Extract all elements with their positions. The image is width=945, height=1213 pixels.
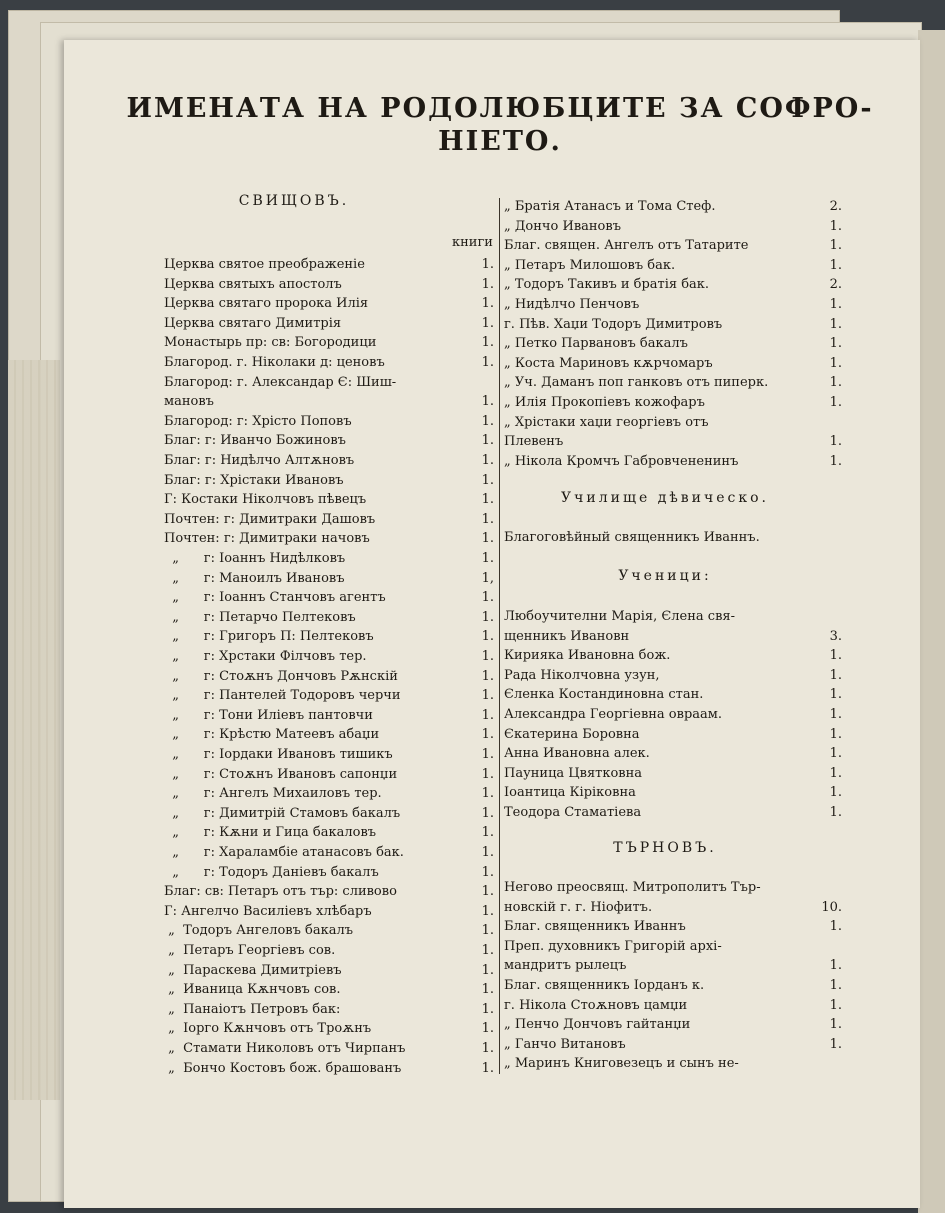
donor-name: Благ. священ. Ангелъ отъ Татарите bbox=[504, 238, 749, 254]
list-item bbox=[164, 882, 498, 901]
list-item bbox=[504, 1015, 842, 1034]
list-item bbox=[504, 917, 842, 936]
book-count: 1. bbox=[829, 978, 842, 993]
list-item bbox=[164, 647, 498, 666]
list-item bbox=[504, 236, 842, 255]
list-item bbox=[164, 255, 498, 274]
book-count: 1. bbox=[829, 395, 842, 410]
donor-name: Єленка Костандиновна стан. bbox=[504, 687, 704, 703]
donor-name: мановъ bbox=[164, 394, 214, 410]
book-count: 1. bbox=[829, 257, 842, 273]
donor-name: Почтен: г: Димитраки Дашовъ bbox=[164, 511, 376, 527]
list-item bbox=[164, 686, 498, 705]
list-item bbox=[504, 528, 842, 547]
book-count: 1. bbox=[481, 727, 494, 743]
list-item bbox=[164, 745, 498, 764]
donor-name: „ Іорго Кѫнчовъ отъ Троѫнъ bbox=[164, 1021, 372, 1037]
book-count: 1. bbox=[481, 884, 494, 900]
book-count: 1. bbox=[481, 845, 494, 860]
list-item bbox=[504, 646, 842, 665]
book-count: 1. bbox=[481, 511, 494, 527]
list-item bbox=[164, 1019, 498, 1038]
book-count: 2. bbox=[829, 277, 842, 293]
book-count: 1, bbox=[481, 570, 494, 586]
donor-name: „ г: Хараламбіе атанасовъ бак. bbox=[164, 845, 404, 860]
list-item bbox=[164, 843, 498, 862]
list-item bbox=[164, 294, 498, 313]
list-item bbox=[504, 764, 842, 783]
donor-name: Благород: г. Александар Є: Шиш- bbox=[164, 374, 397, 390]
book-count: 1. bbox=[481, 355, 494, 370]
donor-name: „ Ганчо Витановъ bbox=[504, 1036, 626, 1052]
donor-name: мандритъ рылецъ bbox=[504, 958, 627, 974]
list-item bbox=[164, 627, 498, 646]
donor-name: „ г: Крѣстю Матеевъ абаџи bbox=[164, 727, 380, 743]
donor-name: „ Петко Парвановъ бакалъ bbox=[504, 336, 688, 352]
donor-name: „ г: Кѫни и Гица бакаловъ bbox=[164, 825, 377, 841]
book-count: 1. bbox=[829, 687, 842, 703]
book-count: 3. bbox=[829, 628, 842, 644]
list-item bbox=[164, 1000, 498, 1019]
donor-name: Рада Ніколчовна узун, bbox=[504, 667, 660, 683]
donor-name: „ г: Димитрій Стамовъ бакалъ bbox=[164, 805, 401, 821]
list-item bbox=[504, 217, 842, 236]
list-item bbox=[504, 898, 842, 917]
column-divider bbox=[499, 198, 500, 1074]
book-count: 1. bbox=[481, 590, 494, 606]
donor-name: „ Тодоръ Такивъ и братія бак. bbox=[504, 277, 710, 293]
list-item bbox=[164, 667, 498, 686]
donor-name: Почтен: г: Димитраки начовъ bbox=[164, 531, 370, 547]
book-count: 2. bbox=[829, 199, 842, 214]
book-count: 1. bbox=[481, 923, 494, 939]
donor-name: Благ. священникъ Иваннъ bbox=[504, 919, 686, 935]
donor-name: Г: Костаки Ніколчовъ пѣвецъ bbox=[164, 492, 367, 508]
right-page-edge bbox=[918, 30, 945, 1213]
book-count: 1. bbox=[829, 746, 842, 762]
donor-name: Благ: г: Нидѣлчо Алтѫновъ bbox=[164, 453, 355, 468]
list-item bbox=[164, 1059, 498, 1078]
donor-name: „ г: Петарчо Пелтековъ bbox=[164, 609, 356, 625]
donor-name: Александра Георгіевна овраам. bbox=[504, 707, 723, 722]
list-item bbox=[504, 976, 842, 995]
page-title bbox=[110, 92, 890, 158]
book-count: 1. bbox=[481, 296, 494, 312]
book-count: 1. bbox=[829, 707, 842, 722]
list-item bbox=[164, 706, 498, 725]
book-count: 1. bbox=[481, 531, 494, 547]
book-count: 1. bbox=[481, 315, 494, 331]
list-item bbox=[504, 452, 842, 471]
donor-name: „ г: Іоаннъ Станчовъ агентъ bbox=[164, 590, 386, 606]
list-item bbox=[504, 725, 842, 744]
list-item bbox=[504, 744, 842, 763]
donor-name: „ г: Хрстаки Філчовъ тер. bbox=[164, 649, 367, 664]
list-item bbox=[504, 315, 842, 334]
donor-name: „ Бончо Костовъ бож. брашованъ bbox=[164, 1060, 402, 1076]
book-count: 1. bbox=[481, 668, 494, 684]
list-item bbox=[504, 878, 842, 897]
list-item bbox=[504, 803, 842, 822]
book-count: 1. bbox=[829, 1036, 842, 1052]
donor-name: г. Нікола Стоѫновъ цамџи bbox=[504, 997, 688, 1013]
book-count: 1. bbox=[829, 336, 842, 352]
donor-name: „ Тодоръ Ангеловъ бакалъ bbox=[164, 923, 353, 939]
list-item bbox=[504, 937, 842, 956]
donor-name: Монастырь пр: св: Богородици bbox=[164, 335, 377, 351]
list-item bbox=[164, 549, 498, 568]
list-item bbox=[164, 353, 498, 372]
section-heading-girls-school: Училище дѣвическо. bbox=[561, 490, 769, 506]
list-item bbox=[504, 256, 842, 275]
book-count: 1. bbox=[829, 805, 842, 820]
title-line-2: НІЕТО. bbox=[438, 126, 562, 157]
donor-name: Церква святыхъ апостолъ bbox=[164, 276, 342, 292]
section-heading-svishtov: СВИЩОВЪ. bbox=[238, 193, 350, 209]
donor-name: Благ: г: Иванчо Божиновъ bbox=[164, 433, 346, 449]
book-count: 1. bbox=[481, 453, 494, 468]
donor-name: „ Нидѣлчо Пенчовъ bbox=[504, 297, 640, 312]
book-count: 1. bbox=[481, 413, 494, 429]
donor-name: Благород: г: Хрісто Поповъ bbox=[164, 413, 352, 429]
book-count: 1. bbox=[829, 375, 842, 391]
book-count: 1. bbox=[829, 765, 842, 781]
book-count: 1. bbox=[481, 688, 494, 704]
donor-name: „ г: Іордаки Ивановъ тишикъ bbox=[164, 747, 393, 762]
donor-name: „ Хрістаки хаџи георгіевъ отъ bbox=[504, 414, 709, 430]
book-count: 1. bbox=[481, 903, 494, 919]
donor-name: Плевенъ bbox=[504, 434, 564, 450]
list-item bbox=[164, 529, 498, 548]
donor-name: „ г: Іоаннъ Нидѣлковъ bbox=[164, 551, 346, 566]
list-item bbox=[504, 783, 842, 802]
book-count: 1. bbox=[829, 997, 842, 1013]
donor-name: „ г: Пантелей Тодоровъ черчи bbox=[164, 688, 401, 704]
book-count: 1. bbox=[481, 1001, 494, 1017]
donor-name: Єкатерина Боровна bbox=[504, 726, 640, 742]
list-item bbox=[164, 412, 498, 431]
list-item bbox=[504, 685, 842, 704]
list-item bbox=[164, 804, 498, 823]
donor-name: „ г: Ангелъ Михаиловъ тер. bbox=[164, 786, 382, 802]
list-item bbox=[164, 471, 498, 490]
list-item bbox=[164, 863, 498, 882]
list-item bbox=[504, 373, 842, 392]
book-count: 1. bbox=[829, 648, 842, 664]
book-count: 1. bbox=[481, 747, 494, 762]
donor-name: „ Иваница Кѫнчовъ сов. bbox=[164, 982, 341, 998]
book-count: 1. bbox=[481, 551, 494, 566]
list-item bbox=[504, 607, 842, 626]
book-count: 1. bbox=[829, 726, 842, 742]
list-item bbox=[164, 725, 498, 744]
book-count: 1. bbox=[481, 864, 494, 880]
donor-name: „ г: Стоѫнъ Ивановъ сапонџи bbox=[164, 766, 398, 782]
book-count: 1. bbox=[829, 218, 842, 234]
list-item bbox=[504, 334, 842, 353]
list-item bbox=[164, 902, 498, 921]
section-heading-tarnovo: ТЪРНОВЪ. bbox=[613, 840, 717, 856]
donor-name: „ Стамати Николовъ отъ Чирпанъ bbox=[164, 1041, 406, 1056]
book-count: 1. bbox=[481, 825, 494, 841]
donor-name: Церква святаго пророка Илія bbox=[164, 296, 369, 312]
donor-name: „ Уч. Даманъ поп ганковъ отъ пиперк. bbox=[504, 375, 769, 391]
donor-name: Г: Ангелчо Василіевъ хлѣбаръ bbox=[164, 903, 372, 919]
list-item bbox=[164, 784, 498, 803]
book-count: 1. bbox=[481, 335, 494, 351]
donor-name: „ Параскева Димитріевъ bbox=[164, 962, 342, 978]
donor-name: Церква святаго Димитрія bbox=[164, 315, 342, 331]
book-count: 1. bbox=[481, 276, 494, 292]
list-item bbox=[164, 431, 498, 450]
list-item bbox=[504, 956, 842, 975]
book-count: 1. bbox=[481, 609, 494, 625]
donor-name: „ г: Стоѫнъ Дончовъ Рѫнскій bbox=[164, 668, 398, 684]
book-count: 1. bbox=[829, 667, 842, 683]
book-count: 1. bbox=[481, 1041, 494, 1056]
list-item bbox=[164, 314, 498, 333]
list-item bbox=[164, 333, 498, 352]
book-count: 10. bbox=[821, 899, 842, 915]
list-item bbox=[164, 569, 498, 588]
list-item bbox=[504, 1035, 842, 1054]
section-heading-pupils: Ученици: bbox=[618, 568, 712, 584]
donor-name: Любоучителни Марія, Єлена свя- bbox=[504, 609, 735, 624]
list-item bbox=[164, 941, 498, 960]
book-count: 1. bbox=[829, 785, 842, 801]
list-item bbox=[504, 275, 842, 294]
book-count: 1. bbox=[481, 962, 494, 978]
list-item bbox=[164, 275, 498, 294]
donor-name: Негово преосвящ. Митрополитъ Тър- bbox=[504, 880, 761, 895]
book-count: 1. bbox=[829, 453, 842, 469]
book-count: 1. bbox=[481, 1021, 494, 1037]
donor-name: „ Панаіотъ Петровъ бак: bbox=[164, 1001, 341, 1017]
book-count: 1. bbox=[481, 649, 494, 664]
donor-name: Благоговѣйный священникъ Иваннъ. bbox=[504, 530, 760, 545]
list-item bbox=[504, 295, 842, 314]
book-count: 1. bbox=[481, 982, 494, 998]
book-count: 1. bbox=[481, 394, 494, 410]
list-item bbox=[504, 705, 842, 724]
donor-name: Пауница Цвятковна bbox=[504, 765, 643, 781]
column-header-books: книги bbox=[452, 235, 493, 250]
donor-name: „ Коста Мариновъ кѫрчомаръ bbox=[504, 355, 713, 371]
donor-name: „ Илія Прокопіевъ кожофаръ bbox=[504, 395, 705, 410]
donor-name: Благ. священникъ Іорданъ к. bbox=[504, 978, 705, 993]
book-count: 1. bbox=[829, 297, 842, 312]
donor-name: Благ: г: Хрістаки Ивановъ bbox=[164, 472, 344, 488]
donor-name: Кирияка Ивановна бож. bbox=[504, 648, 671, 664]
list-item bbox=[164, 823, 498, 842]
book-count: 1. bbox=[481, 433, 494, 449]
donor-name: Преп. духовникъ Григорій архі- bbox=[504, 938, 722, 954]
book-count: 1. bbox=[481, 766, 494, 782]
list-item bbox=[504, 354, 842, 373]
donor-name: „ Пенчо Дончовъ гайтанџи bbox=[504, 1017, 691, 1033]
donor-name: „ г: Григоръ П: Пелтековъ bbox=[164, 629, 374, 645]
donor-name: „ г: Манoилъ Ивановъ bbox=[164, 570, 345, 586]
list-item bbox=[164, 451, 498, 470]
list-item bbox=[164, 392, 498, 411]
book-count: 1. bbox=[829, 958, 842, 974]
torn-page-edges bbox=[8, 360, 60, 1100]
donor-name: г. Пѣв. Хаџи Тодоръ Димитровъ bbox=[504, 316, 723, 332]
list-item bbox=[164, 608, 498, 627]
donor-name: „ Петаръ Милошовъ бак. bbox=[504, 257, 676, 273]
book-count: 1. bbox=[481, 786, 494, 802]
list-item bbox=[504, 1054, 842, 1073]
book-count: 1. bbox=[829, 434, 842, 450]
donor-name: „ Нікола Кромчъ Габровчененинъ bbox=[504, 453, 739, 469]
donor-name: „ г: Тони Иліевъ пантовчи bbox=[164, 707, 373, 723]
book-count: 1. bbox=[481, 472, 494, 488]
donor-name: „ г: Тодоръ Даніевъ бакалъ bbox=[164, 864, 379, 880]
donor-name: „ Маринъ Книговезецъ и сынъ не- bbox=[504, 1056, 739, 1072]
book-count: 1. bbox=[481, 805, 494, 821]
list-item bbox=[164, 490, 498, 509]
book-count: 1. bbox=[481, 629, 494, 645]
donor-name: „ Братія Атанасъ и Тома Стеф. bbox=[504, 199, 716, 214]
donor-name: Іоантица Кіріковна bbox=[504, 785, 636, 801]
list-item bbox=[164, 1039, 498, 1058]
donor-name: щенникъ Ивановн bbox=[504, 628, 630, 644]
book-count: 1. bbox=[829, 355, 842, 371]
book-count: 1. bbox=[481, 1060, 494, 1076]
book-count: 1. bbox=[481, 257, 494, 272]
book-count: 1. bbox=[481, 492, 494, 508]
list-item bbox=[504, 393, 842, 412]
list-item bbox=[504, 432, 842, 451]
donor-name: Теодора Стаматіева bbox=[504, 805, 642, 820]
list-item bbox=[504, 666, 842, 685]
list-item bbox=[164, 765, 498, 784]
list-item bbox=[504, 413, 842, 432]
donor-name: Благ: св: Петаръ отъ тър: сливово bbox=[164, 884, 397, 900]
donor-name: новскій г. г. Ніофитъ. bbox=[504, 899, 653, 915]
book-count: 1. bbox=[481, 707, 494, 723]
donor-name: „ Дончо Ивановъ bbox=[504, 218, 621, 234]
list-item bbox=[504, 627, 842, 646]
donor-name: Благород. г. Ніколаки д: ценовъ bbox=[164, 355, 385, 370]
list-item bbox=[504, 197, 842, 216]
list-item bbox=[164, 588, 498, 607]
book-count: 1. bbox=[829, 1017, 842, 1033]
title-line-1: ИМЕНАТА НА РОДОЛЮБЦИТЕ ЗА СОФРО- bbox=[126, 93, 874, 124]
book-count: 1. bbox=[829, 316, 842, 332]
list-item bbox=[164, 980, 498, 999]
list-item bbox=[164, 921, 498, 940]
donor-name: Церква святое преображеніе bbox=[164, 257, 365, 272]
book-count: 1. bbox=[829, 919, 842, 935]
donor-name: Анна Ивановна алек. bbox=[504, 746, 650, 762]
book-count: 1. bbox=[481, 943, 494, 958]
list-item bbox=[164, 961, 498, 980]
list-item bbox=[164, 373, 498, 392]
donor-name: „ Петаръ Георгіевъ сов. bbox=[164, 943, 336, 958]
list-item bbox=[164, 510, 498, 529]
list-item bbox=[504, 996, 842, 1015]
book-count: 1. bbox=[829, 238, 842, 254]
